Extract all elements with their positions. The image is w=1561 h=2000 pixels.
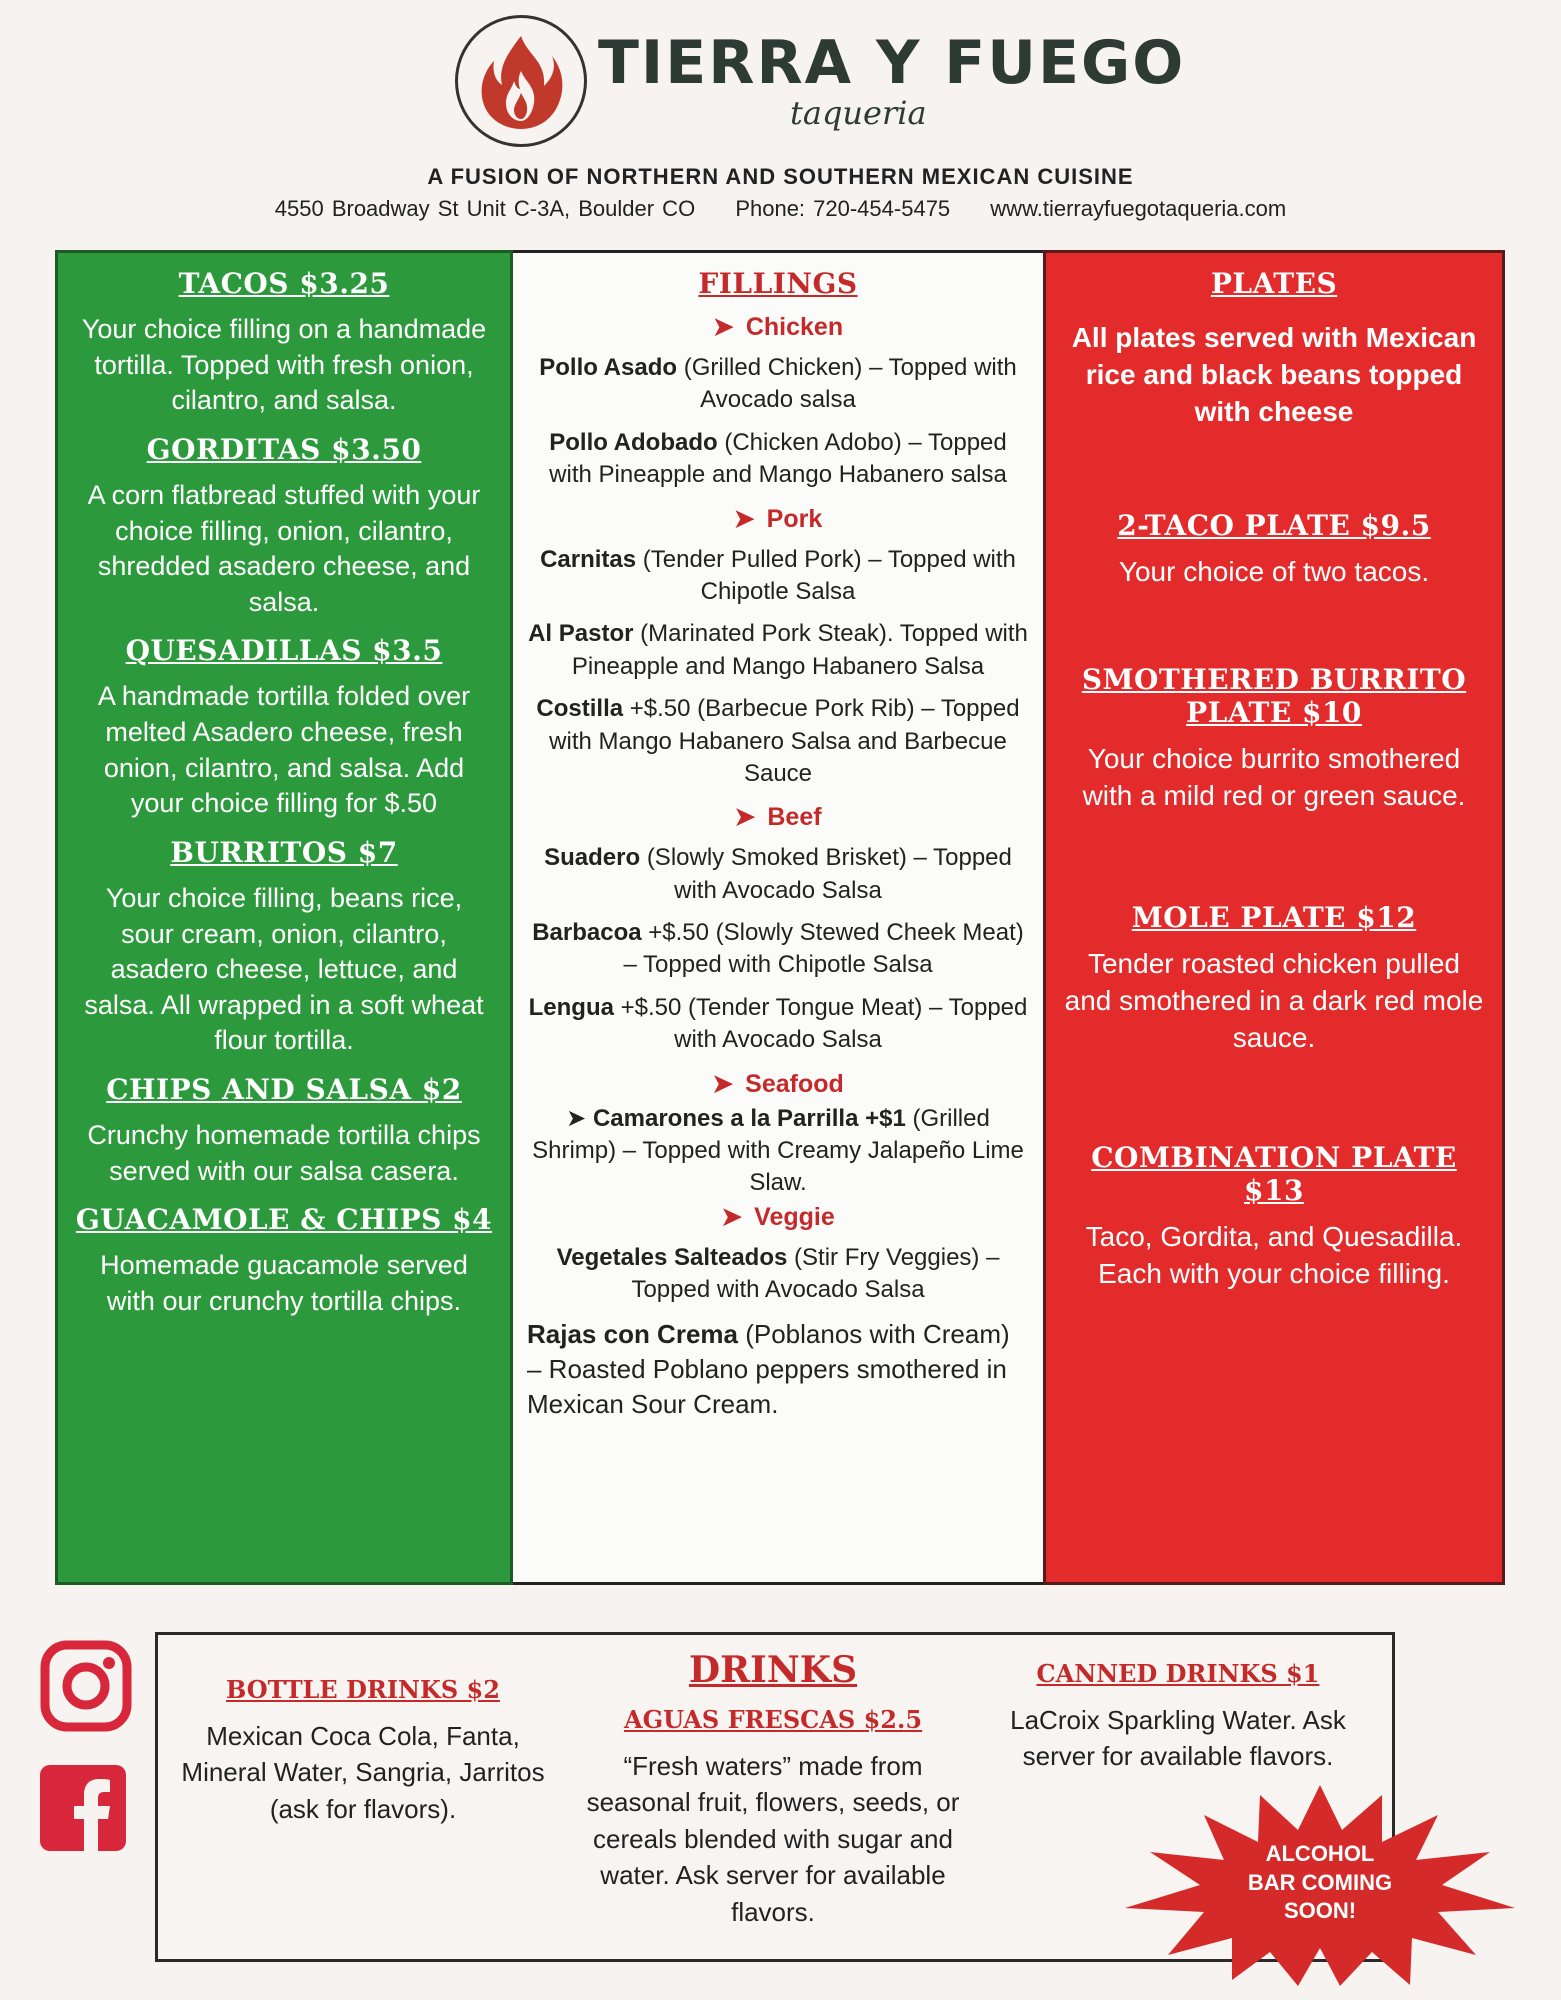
item-desc: A handmade tortilla folded over melted Asadero cheese, fresh onion, cilantro, and salsa. Add your choice filling for $.50 — [97, 681, 471, 819]
item-title: GORDITAS $3.50 — [146, 432, 422, 466]
burst-line: BAR COMING — [1247, 1869, 1393, 1895]
plate-title: SMOTHERED BURRITO PLATE $10 — [1081, 662, 1467, 729]
filling-desc: (Marinated Pork Steak). Topped with Pineapple and Mango Habanero Salsa — [571, 620, 1028, 680]
plate-title: COMBINATION PLATE $13 — [1091, 1140, 1457, 1207]
filling-name: Barbacoa — [532, 919, 642, 947]
filling-item — [527, 352, 1029, 417]
menu-item — [58, 634, 510, 822]
filling-item — [527, 1103, 1029, 1200]
menu-item — [58, 836, 510, 1059]
menu-item — [58, 433, 510, 621]
plates-title: PLATES — [1210, 267, 1338, 300]
arrow-icon: ➤ — [712, 1069, 734, 1098]
filling-item — [527, 618, 1029, 683]
filling-item — [527, 693, 1029, 790]
category-veggie — [513, 1202, 1043, 1232]
plate-desc: Your choice of two tacos. — [1118, 555, 1430, 587]
arrow-icon: ➤ — [712, 313, 734, 341]
item-desc: Your choice filling on a handmade tortilla. Topped with fresh onion, cilantro, and salsa. — [81, 314, 487, 416]
plate-item — [1046, 901, 1502, 1057]
aguas-frescas-title: AGUAS FRESCAS $2.5 — [623, 1705, 923, 1734]
filling-name: Pollo Asado — [539, 354, 678, 381]
website[interactable]: www.tierrayfuegotaqueria.com — [990, 196, 1287, 221]
menu-item — [58, 1073, 510, 1189]
fillings-column — [513, 250, 1043, 1585]
plate-title: MOLE PLATE $12 — [1131, 900, 1417, 934]
plate-desc: Taco, Gordita, and Quesadilla. Each with your choice filling. — [1085, 1220, 1463, 1289]
filling-desc: (Poblanos with Cream) – Roasted Poblano peppers smothered in Mexican Sour Cream. — [527, 1318, 1010, 1419]
category-beef — [513, 802, 1043, 832]
facebook-icon[interactable] — [40, 1765, 126, 1856]
menu-item — [58, 267, 510, 419]
item-title: TACOS $3.25 — [178, 267, 390, 300]
fillings-title: FILLINGS — [698, 267, 858, 300]
filling-desc: (Slowly Smoked Brisket) – Topped with Avocado Salsa — [646, 844, 1012, 904]
bottle-drinks — [178, 1675, 548, 1827]
plate-desc: Your choice burrito smothered with a mild red or green sauce. — [1082, 742, 1466, 811]
filling-item — [527, 992, 1029, 1057]
plate-item — [1046, 1141, 1502, 1293]
plate-item — [1046, 663, 1502, 815]
canned-drinks-title: CANNED DRINKS $1 — [1036, 1659, 1320, 1688]
aguas-frescas-desc: “Fresh waters” made from seasonal fruit, flowers, seeds, or cereals blended with sugar and water. Ask server for available flavors. — [586, 1751, 960, 1927]
filling-name: Lengua — [528, 993, 614, 1021]
category-chicken — [513, 312, 1043, 342]
filling-item — [527, 917, 1029, 982]
item-desc: Crunchy homemade tortilla chips served with our salsa casera. — [87, 1120, 481, 1186]
item-desc: Homemade guacamole served with our crunchy tortilla chips. — [100, 1250, 468, 1316]
aguas-frescas — [578, 1649, 968, 1930]
canned-drinks-desc: LaCroix Sparkling Water. Ask server for available flavors. — [1010, 1705, 1346, 1772]
filling-item — [527, 544, 1029, 609]
instagram-icon[interactable] — [40, 1640, 132, 1737]
filling-name: Suadero — [544, 844, 641, 872]
category-label: Seafood — [745, 1069, 844, 1098]
filling-name: Al Pastor — [528, 620, 634, 648]
category-label: Pork — [766, 504, 823, 533]
plate-title: 2-TACO PLATE $9.5 — [1117, 508, 1431, 542]
category-seafood — [513, 1069, 1043, 1099]
bottle-drinks-desc: Mexican Coca Cola, Fanta, Mineral Water, Sangria, Jarritos (ask for flavors). — [181, 1721, 545, 1824]
item-title: GUACAMOLE & CHIPS $4 — [75, 1203, 493, 1237]
menu-items-column — [55, 250, 513, 1585]
menu-header — [0, 0, 1561, 240]
filling-desc: (Grilled Chicken) – Topped with Avocado salsa — [683, 354, 1017, 414]
filling-item — [527, 1317, 1029, 1422]
arrow-icon: ➤ — [734, 803, 756, 832]
plate-desc: Tender roasted chicken pulled and smothered in a dark red mole sauce. — [1064, 947, 1484, 1053]
item-desc: A corn flatbread stuffed with your choice filling, onion, cilantro, shredded asadero cheese, and salsa. — [87, 479, 481, 617]
filling-name: Pollo Adobado — [549, 428, 718, 456]
filling-item — [527, 1242, 1029, 1307]
tagline: A FUSION OF NORTHERN AND SOUTHERN MEXICAN CUISINE — [427, 164, 1134, 189]
filling-name: Rajas con Crema — [527, 1318, 738, 1349]
plates-intro: All plates served with Mexican rice and black beans topped with cheese — [1071, 322, 1477, 427]
bullet-arrow-icon: ➤ — [566, 1104, 593, 1132]
address: 4550 Broadway St Unit C-3A, Boulder CO — [274, 196, 696, 221]
filling-name: Carnitas — [540, 545, 637, 573]
filling-item — [527, 427, 1029, 492]
filling-desc: (Grilled Shrimp) – Topped with Creamy Jalapeño Lime Slaw. — [532, 1104, 1024, 1197]
category-label: Veggie — [754, 1202, 835, 1231]
contact-line — [0, 196, 1561, 222]
filling-name: Vegetales Salteados — [556, 1243, 788, 1271]
category-pork — [513, 504, 1043, 534]
burst-line: ALCOHOL — [1265, 1841, 1375, 1866]
item-title: QUESADILLAS $3.5 — [125, 634, 443, 668]
alcohol-bar-notice — [1220, 1840, 1420, 1926]
drinks-title: DRINKS — [688, 1649, 858, 1691]
filling-desc: +$.50 (Tender Tongue Meat) – Topped with Avocado Salsa — [620, 993, 1028, 1054]
filling-desc: (Stir Fry Veggies) – Topped with Avocado Salsa — [631, 1243, 1000, 1304]
logo — [455, 15, 587, 147]
filling-desc: +$.50 (Barbecue Pork Rib) – Topped with Mango Habanero Salsa and Barbecue Sauce — [549, 695, 1020, 787]
menu-item — [58, 1203, 510, 1319]
brand-name: TIERRA Y FUEGO — [598, 28, 1186, 98]
plate-item — [1046, 509, 1502, 591]
item-title: BURRITOS $7 — [170, 835, 398, 869]
bottle-drinks-title: BOTTLE DRINKS $2 — [226, 1675, 500, 1704]
burst-line: SOON! — [1283, 1898, 1357, 1924]
filling-name: Costilla — [536, 695, 624, 723]
filling-item — [527, 842, 1029, 907]
filling-desc: +$.50 (Slowly Stewed Cheek Meat) – Topped with Chipotle Salsa — [623, 919, 1024, 979]
filling-desc: (Chicken Adobo) – Topped with Pineapple and Mango Habanero salsa — [549, 428, 1007, 489]
plates-column — [1043, 250, 1505, 1585]
arrow-icon: ➤ — [721, 1202, 743, 1231]
category-label: Beef — [767, 803, 822, 832]
brand-subtitle: taqueria — [790, 94, 927, 132]
category-label: Chicken — [745, 313, 844, 341]
canned-drinks — [983, 1659, 1373, 1775]
filling-desc: (Tender Pulled Pork) – Topped with Chipotle Salsa — [642, 545, 1016, 605]
flame-icon — [476, 31, 566, 131]
arrow-icon: ➤ — [733, 504, 755, 533]
item-title: CHIPS AND SALSA $2 — [106, 1073, 462, 1106]
filling-name: Camarones a la Parrilla +$1 — [592, 1104, 906, 1132]
item-desc: Your choice filling, beans rice, sour cream, onion, cilantro, asadero cheese, lettuce, and salsa. All wrapped in a soft wheat flour tortilla. — [84, 882, 484, 1056]
phone[interactable]: Phone: 720-454-5475 — [735, 196, 951, 221]
